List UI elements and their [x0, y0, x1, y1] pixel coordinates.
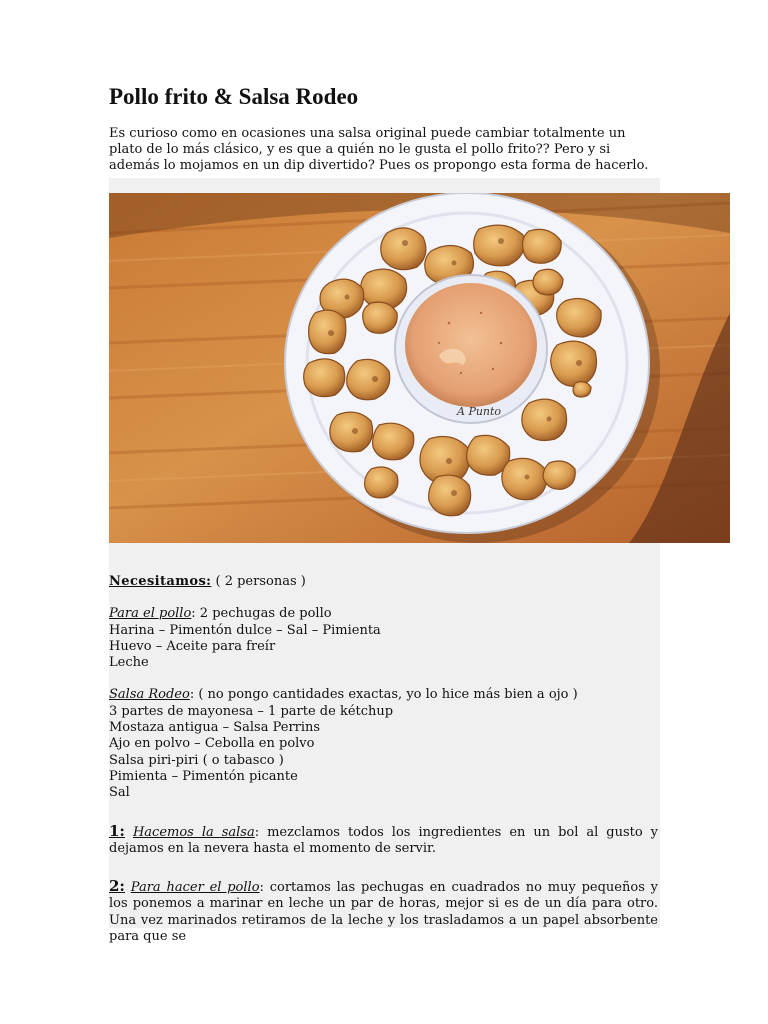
sauce-ingredient: Sal [109, 785, 130, 801]
sauce-ingredient: Ajo en polvo – Cebolla en polvo [109, 736, 315, 752]
recipe-body [109, 574, 658, 945]
fried-chicken-photo [109, 193, 730, 543]
sauce-ingredient: 3 partes de mayonesa – 1 parte de kétchup [109, 703, 394, 719]
watermark-text: A Punto [457, 405, 502, 418]
ingredients-line [109, 574, 658, 590]
step-text: : mezclamos todos los ingredientes en un bol al gusto y dejamos en la nevera hasta el momento de servir. [109, 824, 659, 856]
step-number: 2: [109, 877, 125, 896]
sauce-first-text: : ( no pongo cantidades exactas, yo lo hice más bien a ojo ) [189, 687, 578, 703]
sauce-label: Salsa Rodeo [109, 687, 190, 703]
step-number: 1: [109, 821, 125, 840]
chicken-first-text: : 2 pechugas de pollo [191, 606, 332, 622]
step-2 [109, 878, 658, 945]
sauce-ingredient: Salsa piri-piri ( o tabasco ) [109, 752, 284, 768]
chicken-ingredient: Harina – Pimentón dulce – Sal – Pimienta [109, 622, 381, 638]
sauce-ingredient: Pimienta – Pimentón picante [109, 768, 298, 784]
sauce-first-line [109, 687, 658, 703]
chicken-first-line [109, 606, 658, 622]
servings-text: ( 2 personas ) [211, 574, 306, 589]
sauce-ingredient: Mostaza antigua – Salsa Perrins [109, 720, 321, 736]
page-title: Pollo frito & Salsa Rodeo [109, 84, 359, 109]
chicken-label: Para el pollo [109, 606, 192, 622]
chicken-ingredient: Huevo – Aceite para freír [109, 638, 276, 654]
step-label: Hacemos la salsa [132, 824, 255, 840]
step-1 [109, 823, 658, 858]
intro-paragraph: Es curioso como en ocasiones una salsa original puede cambiar totalmente un plato de lo más clásico, y es que a quién no le gusta el pollo frito?? Pero y si además lo mojamos en un dip divertido? Pues os propongo esta forma de hacerlo. [109, 126, 649, 173]
step-text: : cortamos las pechugas en cuadrados no muy pequeños y los ponemos a marinar en leche un par de horas, mejor si es de un día para otro. Una vez marinados retiramos de la leche y los trasladamos a un papel absorbente para que se [109, 880, 659, 945]
step-label: Para hacer el pollo [130, 880, 260, 896]
ingredients-heading: Necesitamos: [109, 574, 212, 589]
chicken-ingredient: Leche [109, 655, 149, 671]
